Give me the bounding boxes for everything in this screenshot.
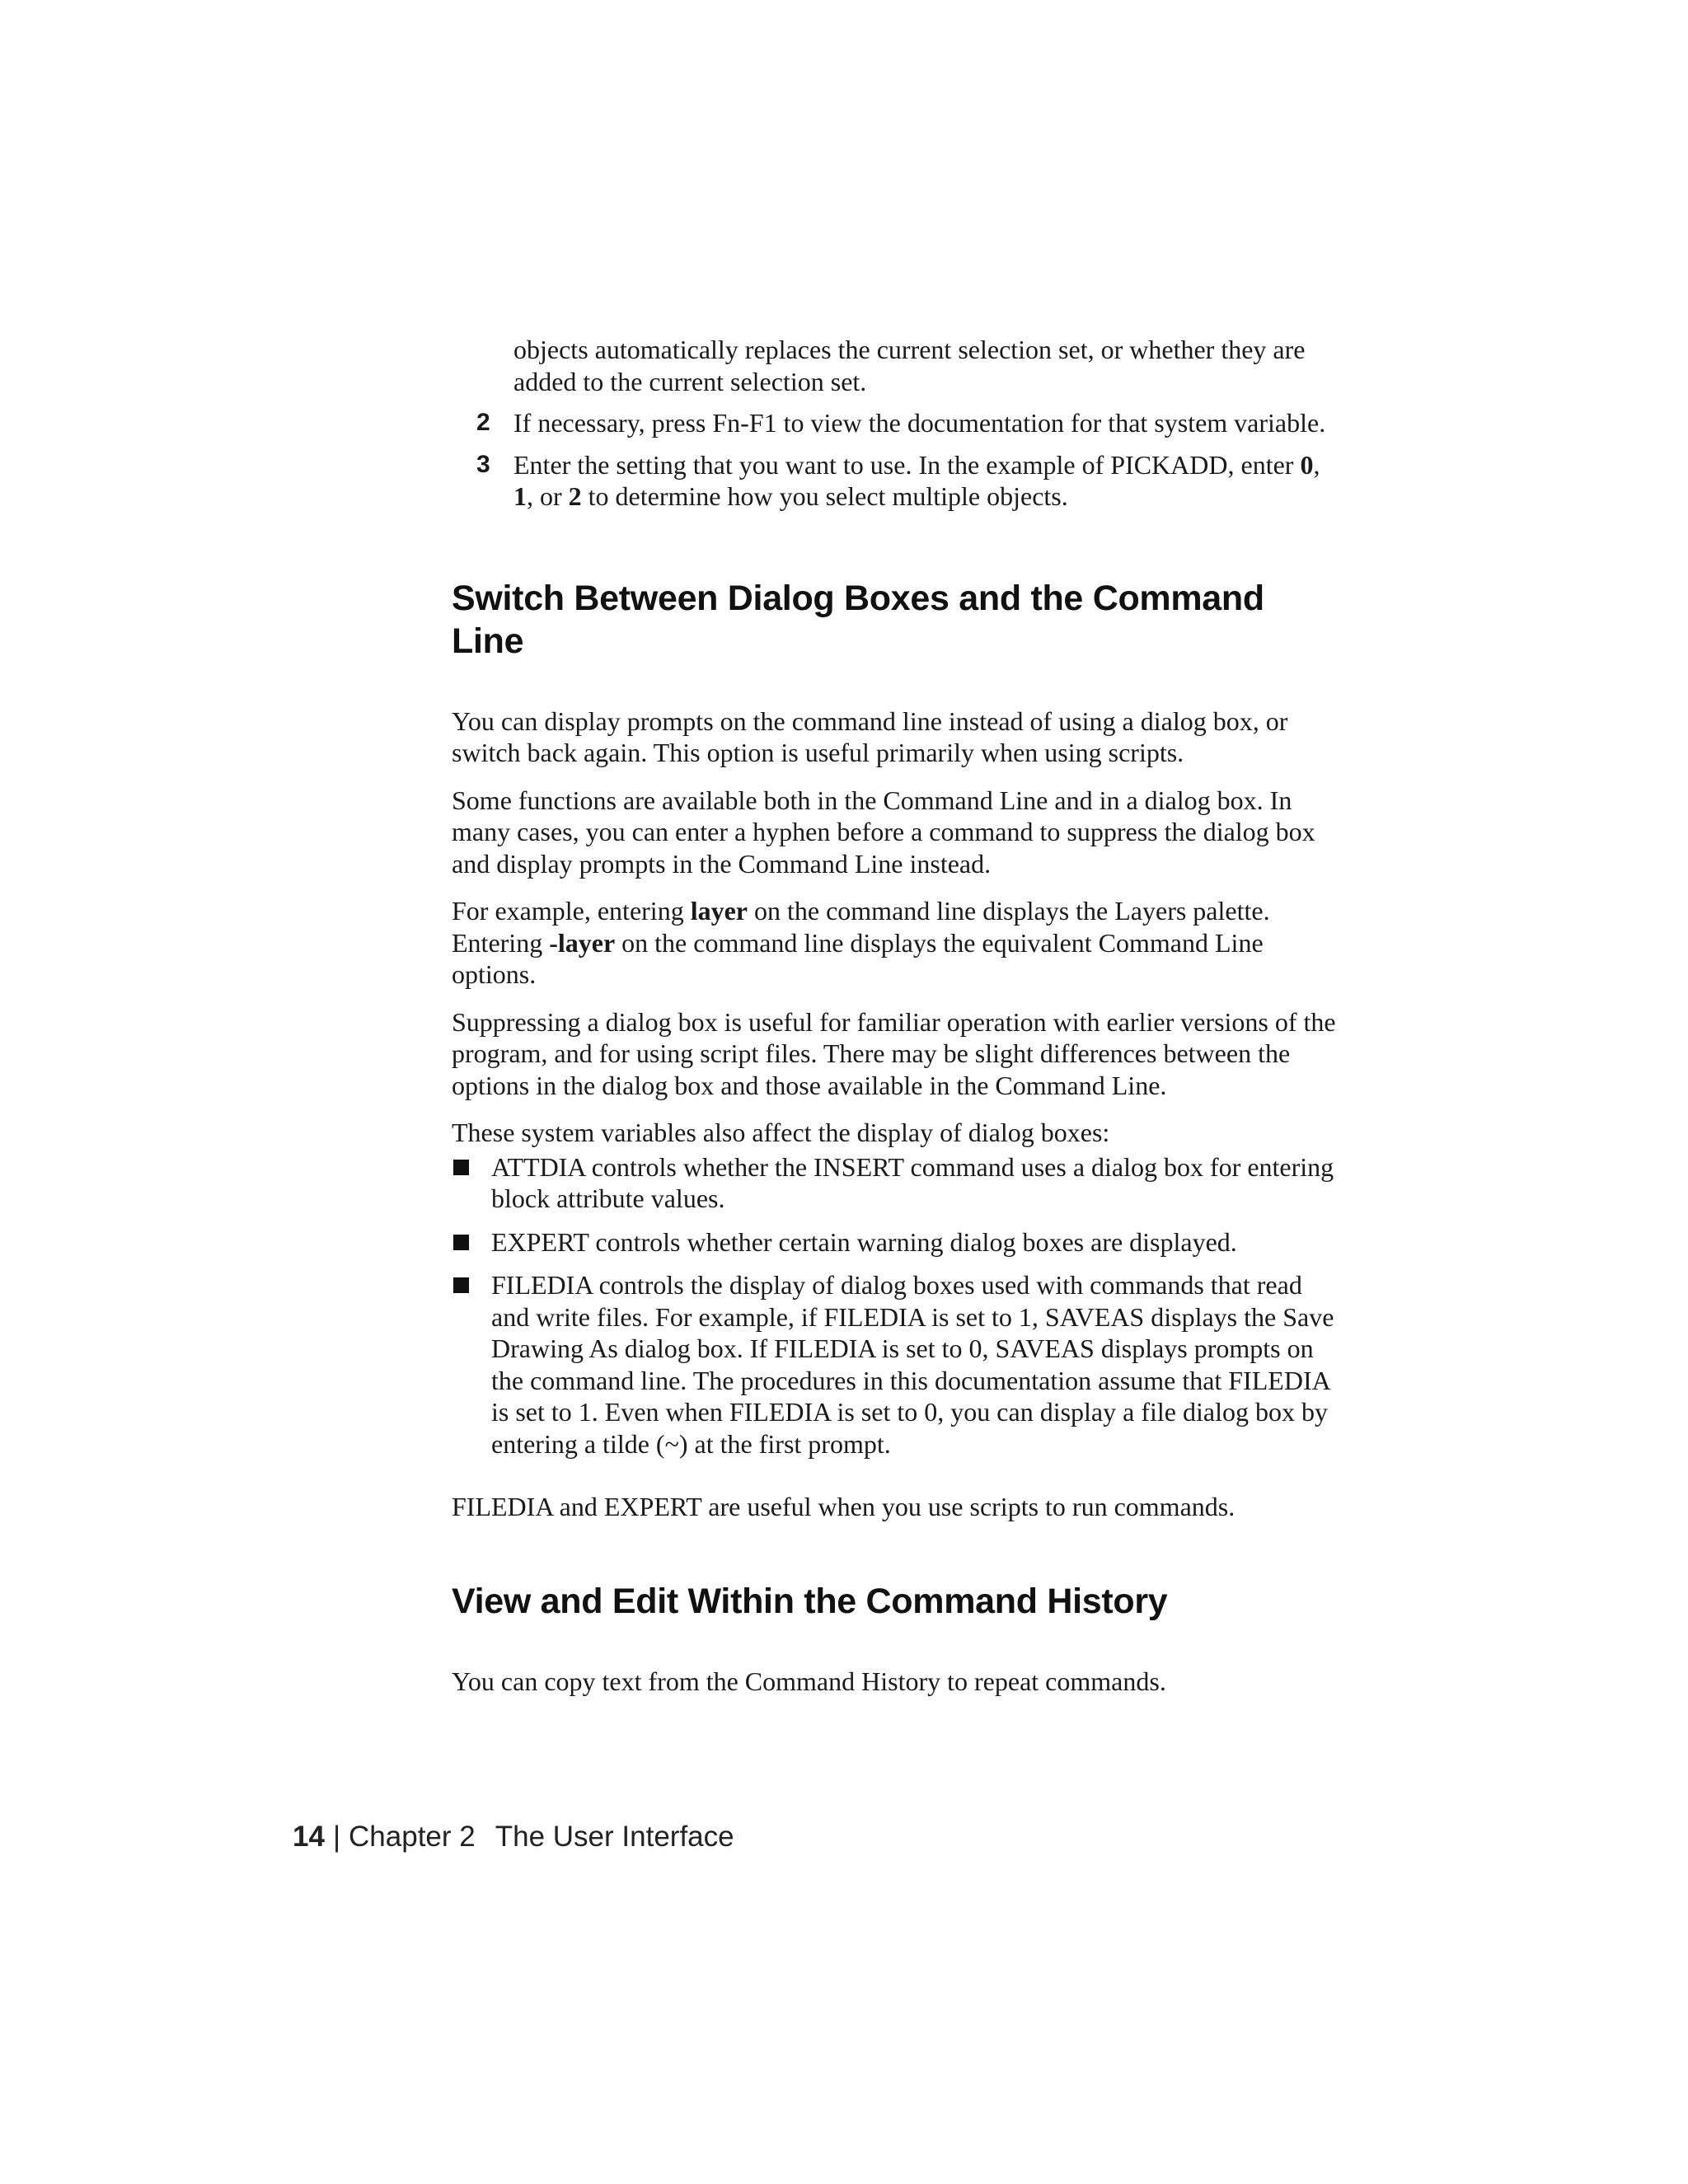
- section-heading: Switch Between Dialog Boxes and the Command Line: [452, 578, 1264, 661]
- list-item: EXPERT controls whether certain warning dialog boxes are displayed.: [452, 1226, 1338, 1258]
- paragraph: For example, entering layer on the command line displays the Layers palette. Entering -layer on the command line displays the equivalent Command Line options.: [452, 896, 1270, 989]
- numbered-steps: [452, 407, 1338, 513]
- paragraph: Suppressing a dialog box is useful for familiar operation with earlier versions of the program, and for using script files. There may be slight differences between the options in the dialog box and those available in the Command Line.: [452, 1006, 1336, 1100]
- paragraph: Some functions are available both in the Command Line and in a dialog box. In many cases, you can enter a hyphen before a command to suppress the dialog box and display prompts in the Command Line instead.: [452, 785, 1315, 879]
- step-number: 2: [476, 409, 490, 436]
- paragraph: You can display prompts on the command line instead of using a dialog box, or switch back again. This option is useful primarily when using scripts.: [452, 705, 1288, 767]
- list-item: [452, 449, 1338, 513]
- list-item: [452, 407, 1338, 439]
- chapter-label: Chapter 2: [349, 1821, 476, 1853]
- continuation-text: objects automatically replaces the current selection set, or whether they are added to the current selection set.: [513, 335, 1306, 396]
- section-heading: View and Edit Within the Command History: [452, 1581, 1168, 1621]
- list-item: ATTDIA controls whether the INSERT command uses a dialog box for entering block attribute values.: [452, 1151, 1338, 1215]
- square-bullet-icon: [453, 1160, 469, 1175]
- step-text: If necessary, press Fn-F1 to view the documentation for that system variable.: [513, 408, 1326, 438]
- chapter-title: The User Interface: [495, 1821, 734, 1853]
- square-bullet-icon: [453, 1235, 469, 1250]
- paragraph: FILEDIA and EXPERT are useful when you use scripts to run commands.: [452, 1492, 1236, 1521]
- page-content: [452, 334, 1338, 1697]
- paragraph: You can copy text from the Command History to repeat commands.: [452, 1666, 1166, 1696]
- footer-separator: |: [332, 1821, 341, 1853]
- list-item: FILEDIA controls the display of dialog boxes used with commands that read and write files. For example, if FILEDIA is set to 1, SAVEAS displays the Save Drawing As dialog box. If FILEDIA is set to 0, SAVEAS displays prompts on the command line. The procedures in this documentation assume that FILEDIA is set to 1. Even when FILEDIA is set to 0, you can display a file dialog box by entering a tilde (~) at the first prompt.: [452, 1269, 1338, 1460]
- paragraph: These system variables also affect the display of dialog boxes:: [452, 1118, 1110, 1147]
- page-footer: [293, 1820, 734, 1854]
- page-number: 14: [293, 1821, 325, 1853]
- step-text: Enter the setting that you want to use. In the example of PICKADD, enter 0, 1, or 2 to determine how you select multiple objects.: [513, 449, 1320, 511]
- step-number: 3: [476, 450, 490, 478]
- square-bullet-icon: [453, 1277, 469, 1293]
- bullet-list: [452, 1151, 1338, 1460]
